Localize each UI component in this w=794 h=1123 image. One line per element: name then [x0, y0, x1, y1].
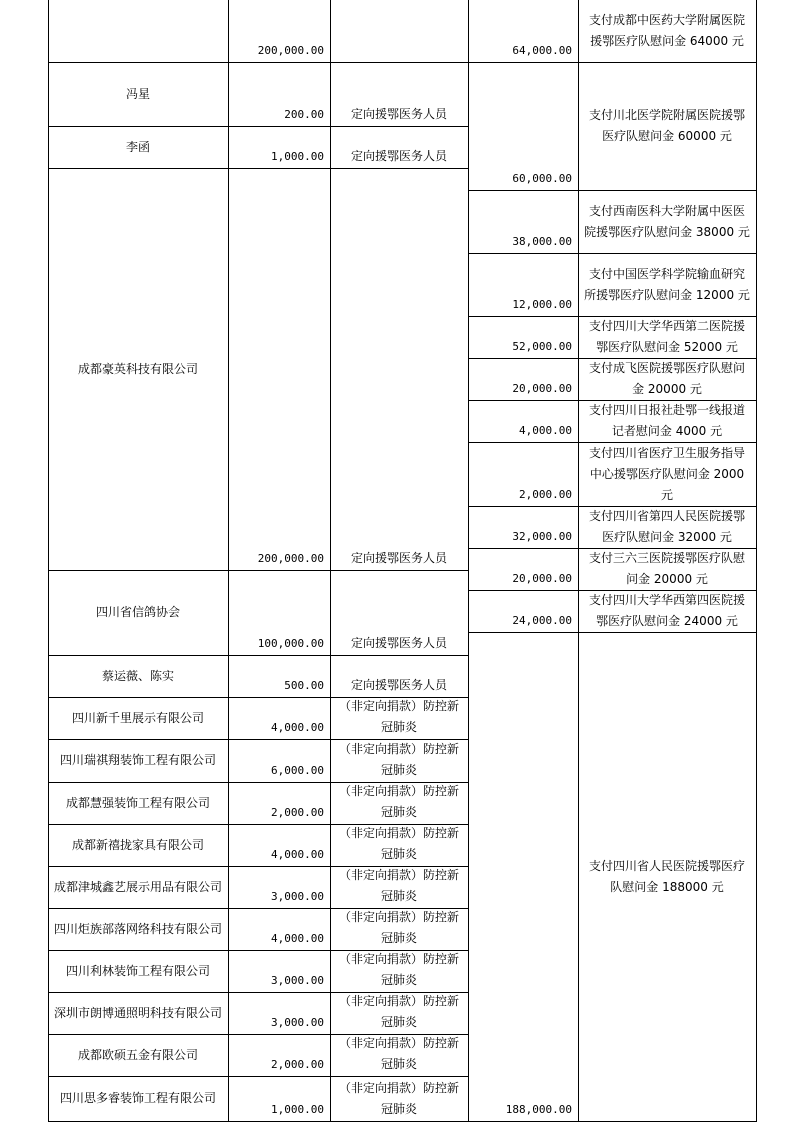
donor-name: 成都慧强装饰工程有限公司: [65, 796, 210, 810]
donor-name: 四川利林装饰工程有限公司: [65, 964, 210, 978]
donor-purpose: 定向援鄂医务人员: [350, 551, 447, 565]
donor-amount: 3,000.00: [271, 890, 324, 903]
donor-amount: 4,000.00: [271, 932, 324, 945]
expense-description: 支付中国医学科学院输血研究所援鄂医疗队慰问金 12000 元: [584, 267, 750, 302]
donor-name: 成都欧硕五金有限公司: [77, 1048, 198, 1062]
donor-name: 四川思多睿装饰工程有限公司: [59, 1091, 216, 1105]
grid-line: [48, 62, 468, 63]
donor-purpose: 定向援鄂医务人员: [350, 678, 447, 692]
expense-description: 支付成飞医院援鄂医疗队慰问金 20000 元: [588, 361, 745, 396]
donor-purpose: （非定向捐款）防控新冠肺炎: [338, 784, 459, 819]
expense-description: 支付四川省医疗卫生服务指导中心援鄂医疗队慰问金 2000 元: [588, 446, 745, 502]
grid-line: [578, 0, 579, 1122]
expense-amount: 188,000.00: [505, 1103, 572, 1116]
expense-description: 支付成都中医药大学附属医院援鄂医疗队慰问金 64000 元: [588, 13, 745, 48]
donor-purpose: 定向援鄂医务人员: [350, 636, 447, 650]
grid-line: [468, 632, 757, 633]
donor-amount: 1,000.00: [271, 1103, 324, 1116]
grid-line: [468, 190, 757, 191]
expense-description: 支付西南医科大学附属中医医院援鄂医疗队慰问金 38000 元: [584, 204, 750, 239]
donor-purpose: （非定向捐款）防控新冠肺炎: [338, 868, 459, 903]
expense-amount: 12,000.00: [512, 298, 572, 311]
expense-amount: 32,000.00: [512, 530, 572, 543]
donor-name: 成都豪英科技有限公司: [77, 362, 198, 376]
expense-description: 支付四川大学华西第二医院援鄂医疗队慰问金 52000 元: [588, 319, 745, 354]
donor-name: 蔡运薇、陈实: [101, 669, 174, 683]
donor-purpose: （非定向捐款）防控新冠肺炎: [338, 1036, 459, 1071]
donor-amount: 500.00: [284, 679, 324, 692]
expense-amount: 4,000.00: [519, 424, 572, 437]
donor-amount: 200,000.00: [257, 552, 324, 565]
expense-description: 支付四川大学华西第四医院援鄂医疗队慰问金 24000 元: [588, 593, 745, 628]
expense-amount: 38,000.00: [512, 235, 572, 248]
expense-amount: 24,000.00: [512, 614, 572, 627]
donor-purpose: （非定向捐款）防控新冠肺炎: [338, 910, 459, 945]
grid-line: [48, 570, 468, 571]
grid-line: [756, 0, 757, 1122]
expense-description: 支付三六三医院援鄂医疗队慰问金 20000 元: [588, 551, 745, 586]
donor-amount: 100,000.00: [257, 637, 324, 650]
donor-amount: 3,000.00: [271, 974, 324, 987]
expense-amount: 52,000.00: [512, 340, 572, 353]
expense-description: 支付四川省第四人民医院援鄂医疗队慰问金 32000 元: [588, 509, 745, 544]
donor-amount: 4,000.00: [271, 721, 324, 734]
expense-amount: 20,000.00: [512, 382, 572, 395]
expense-amount: 60,000.00: [512, 172, 572, 185]
donor-name: 深圳市朗博通照明科技有限公司: [53, 1006, 222, 1020]
donor-amount: 200.00: [284, 108, 324, 121]
grid-line: [468, 253, 757, 254]
donor-name: 四川新千里展示有限公司: [71, 711, 204, 725]
donor-name: 成都津城鑫艺展示用品有限公司: [53, 880, 222, 894]
expense-amount: 2,000.00: [519, 488, 572, 501]
donor-purpose: （非定向捐款）防控新冠肺炎: [338, 826, 459, 861]
grid-line: [468, 62, 757, 63]
donor-amount: 2,000.00: [271, 806, 324, 819]
donor-purpose: （非定向捐款）防控新冠肺炎: [338, 952, 459, 987]
donor-name: 四川炬族部落网络科技有限公司: [53, 922, 222, 936]
grid-line: [48, 126, 468, 127]
grid-line: [48, 1076, 468, 1077]
donor-name: 李函: [125, 140, 150, 154]
grid-line: [48, 1121, 757, 1122]
donor-amount: 3,000.00: [271, 1016, 324, 1029]
expense-description: 支付四川日报社赴鄂一线报道记者慰问金 4000 元: [588, 403, 745, 438]
grid-line: [468, 0, 469, 1122]
donor-purpose: （非定向捐款）防控新冠肺炎: [338, 994, 459, 1029]
donor-purpose: （非定向捐款）防控新冠肺炎: [338, 1081, 459, 1116]
donor-amount: 1,000.00: [271, 150, 324, 163]
grid-line: [48, 168, 468, 169]
donor-amount: 2,000.00: [271, 1058, 324, 1071]
expense-description: 支付川北医学院附属医院援鄂医疗队慰问金 60000 元: [588, 108, 745, 143]
donor-purpose: （非定向捐款）防控新冠肺炎: [338, 699, 459, 734]
expense-amount: 64,000.00: [512, 44, 572, 57]
expense-description: 支付四川省人民医院援鄂医疗队慰问金 188000 元: [588, 859, 745, 894]
donor-purpose: 定向援鄂医务人员: [350, 107, 447, 121]
expense-amount: 20,000.00: [512, 572, 572, 585]
donor-name: 四川省信鸽协会: [95, 605, 180, 619]
grid-line: [48, 655, 468, 656]
donor-purpose: 定向援鄂医务人员: [350, 149, 447, 163]
donor-name: 成都新禧拢家具有限公司: [71, 838, 204, 852]
donor-amount: 4,000.00: [271, 848, 324, 861]
donor-name: 四川瑞祺翔装饰工程有限公司: [59, 753, 216, 767]
donor-name: 冯星: [125, 87, 150, 101]
donor-purpose: （非定向捐款）防控新冠肺炎: [338, 742, 459, 777]
donor-amount: 200,000.00: [257, 44, 324, 57]
donor-amount: 6,000.00: [271, 764, 324, 777]
